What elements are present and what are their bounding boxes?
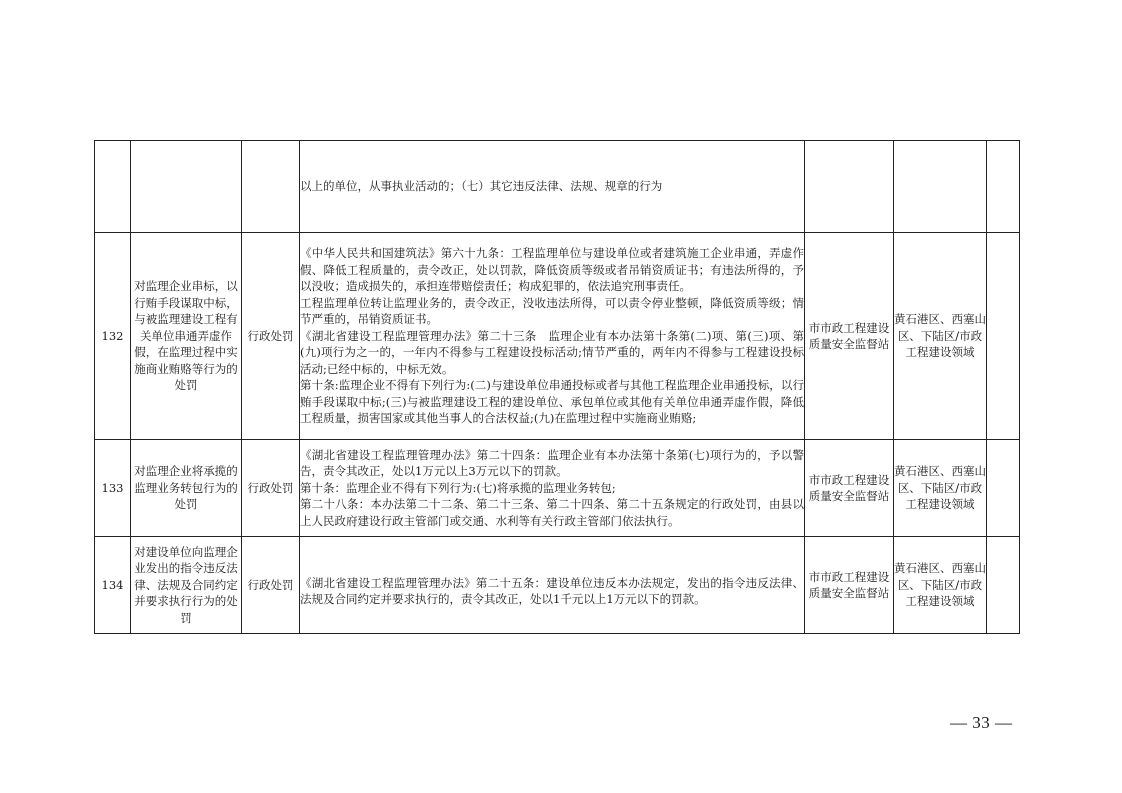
item-type [242,141,300,233]
remark-cell [987,233,1020,440]
row-number [95,141,131,233]
penalty-table [94,140,1020,634]
item-type: 行政处罚 [242,440,300,537]
jurisdiction-area: 黄石港区、西塞山区、下陆区/市政工程建设领域 [894,440,987,537]
item-type: 行政处罚 [242,537,300,634]
row-number: 134 [95,537,131,634]
item-name: 对监理企业串标，以行贿手段谋取中标，与被监理建设工程有关单位串通弄虚作假，在监理过程中实施商业贿赂等行为的处罚 [131,233,242,440]
legal-basis [300,440,805,537]
table-row [95,537,1020,634]
basis-paragraph: 第二十八条：本办法第二十二条、第二十三条、第二十四条、第二十五条规定的行政处罚，由县以上人民政府建设行政主管部门或交通、水利等有关行政主管部门依法执行。 [300,497,804,528]
basis-paragraph: 《湖北省建设工程监理管理办法》第二十五条：建设单位违反本办法规定，发出的指令违反法律、法规及合同约定并要求执行的，责令其改正，处以1千元以上1万元以下的罚款。 [300,575,804,606]
row-number: 132 [95,233,131,440]
legal-basis [300,537,805,634]
basis-paragraph: 工程监理单位转让监理业务的，责令改正，没收违法所得，可以责令停业整顿，降低资质等级；情节严重的，吊销资质证书。 [300,295,804,327]
basis-paragraph: 《湖北省建设工程监理管理办法》第二十三条 监理企业有本办法第十条第(二)项、第(三)项、第(九)项行为之一的，一年内不得参与工程建设投标活动;情节严重的，两年内不得参与工程建设投标活动;已经中标的，中标无效。 [300,328,804,376]
responsible-unit: 市市政工程建设质量安全监督站 [805,537,894,634]
item-name [131,141,242,233]
jurisdiction-area: 黄石港区、西塞山区、下陆区/市政工程建设领域 [894,233,987,440]
item-name: 对建设单位向监理企业发出的指令违反法律、法规及合同约定并要求执行行为的处罚 [131,537,242,634]
basis-paragraph: 第十条:监理企业不得有下列行为:(二)与建设单位串通投标或者与其他工程监理企业串通投标，以行贿手段谋取中标;(三)与被监理建设工程的建设单位、承包单位或其他有关单位串通弄虚作假，降低工程质量，损害国家或其他当事人的合法权益;(九)在监理过程中实施商业贿赂; [300,378,804,426]
jurisdiction-area [894,141,987,233]
responsible-unit: 市市政工程建设质量安全监督站 [805,233,894,440]
remark-cell [987,537,1020,634]
page-number: — 33 — [950,713,1013,732]
legal-basis [300,141,805,233]
remark-cell [987,440,1020,537]
table-row [95,440,1020,537]
basis-paragraph: 以上的单位，从事执业活动的；（七）其它违反法律、法规、规章的行为 [300,179,663,194]
item-type: 行政处罚 [242,233,300,440]
responsible-unit [805,141,894,233]
basis-paragraph: 《中华人民共和国建筑法》第六十九条：工程监理单位与建设单位或者建筑施工企业串通，弄虚作假、降低工程质量的，责令改正，处以罚款，降低资质等级或者吊销资质证书；有违法所得的，予以没收；造成损失的，承担连带赔偿责任；构成犯罪的，依法追究刑事责任。 [300,246,804,294]
basis-paragraph: 《湖北省建设工程监理管理办法》第二十四条：监理企业有本办法第十条第(七)项行为的，予以警告，责令其改正，处以1万元以上3万元以下的罚款。 [300,447,804,479]
item-name: 对监理企业将承揽的监理业务转包行为的处罚 [131,440,242,537]
responsible-unit: 市市政工程建设质量安全监督站 [805,440,894,537]
jurisdiction-area: 黄石港区、西塞山区、下陆区/市政工程建设领域 [894,537,987,634]
table-row [95,233,1020,440]
remark-cell [987,141,1020,233]
row-number: 133 [95,440,131,537]
legal-basis [300,233,805,440]
basis-paragraph: 第十条：监理企业不得有下列行为:(七)将承揽的监理业务转包; [300,480,616,495]
table-row [95,141,1020,233]
